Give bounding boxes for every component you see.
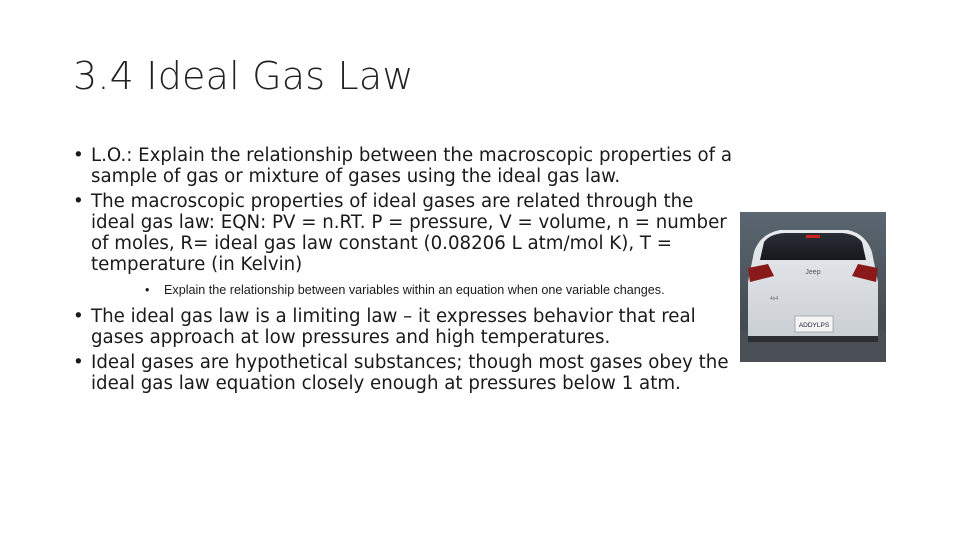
car-model: 4x4	[770, 296, 779, 302]
license-plate: ADDYLPS	[798, 322, 830, 329]
car-badge: Jeep	[805, 269, 821, 276]
bullet-hypothetical	[73, 352, 741, 394]
slide-title: 3.4 Ideal Gas Law	[73, 54, 414, 98]
bullet-icon: •	[73, 191, 84, 212]
bullet-text: The ideal gas law is a limiting law – it expresses behavior that real gases approach at low pressures and high temperatures.	[91, 306, 696, 348]
bullet-learning-objective	[73, 145, 741, 187]
sub-bullet-text: Explain the relationship between variables within an equation when one variable changes.	[164, 283, 665, 297]
slide-body	[73, 145, 741, 398]
bullet-text: The macroscopic properties of ideal gases are related through the ideal gas law: EQN: PV = n.RT. P = pressure, V = volume, n = number of moles, R= ideal gas law constant (0.08206 L atm/mol K), T = temperature (in Kelvin)	[91, 191, 727, 275]
sub-bullet-variables	[145, 283, 741, 297]
car-rear-illustration	[740, 212, 886, 362]
car-rear-photo	[740, 212, 886, 362]
bullet-text: L.O.: Explain the relationship between the macroscopic properties of a sample of gas or mixture of gases using the ideal gas law.	[91, 145, 733, 187]
bullet-text: Ideal gases are hypothetical substances; though most gases obey the ideal gas law equation closely enough at pressures below 1 atm.	[91, 352, 729, 394]
bullet-icon: •	[73, 145, 84, 166]
bullet-icon: •	[73, 306, 84, 327]
bullet-icon: •	[73, 352, 84, 373]
bullet-ideal-gas-law	[73, 191, 741, 275]
bullet-limiting-law	[73, 306, 741, 348]
bullet-icon: •	[145, 283, 150, 297]
